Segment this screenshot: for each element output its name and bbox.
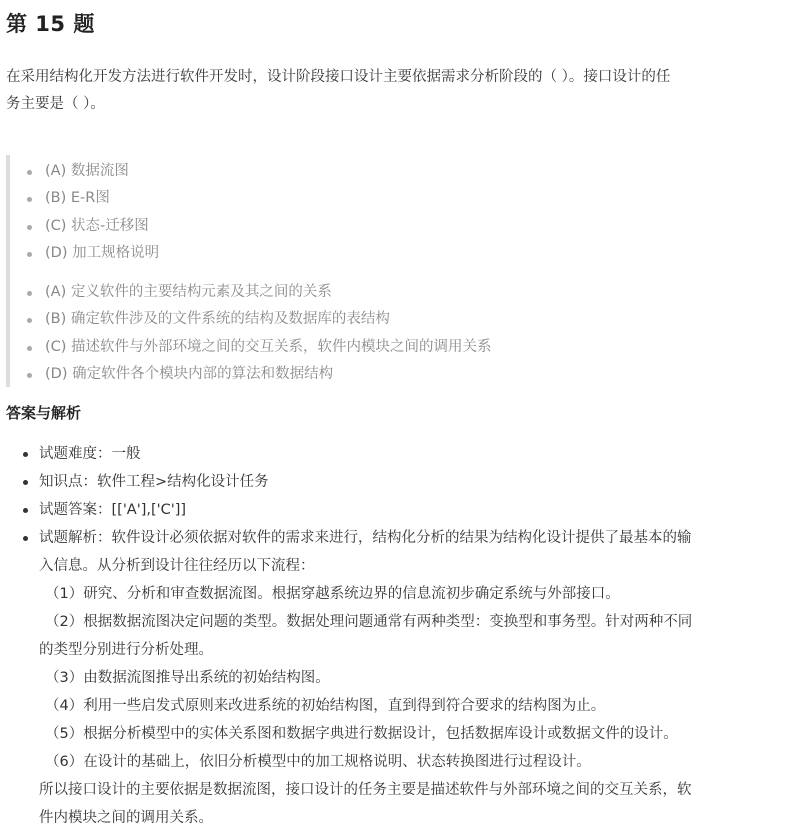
- analysis-step: （2）根据数据流图决定问题的类型。数据处理问题通常有两种类型：变换型和事务型。针对两种不同: [45, 614, 693, 630]
- answer-knowledge: 知识点：软件工程>结构化设计任务: [39, 468, 779, 496]
- bullet-icon: [27, 252, 32, 257]
- bullet-icon: [27, 318, 32, 323]
- option-item: (B) E-R图: [45, 185, 159, 212]
- bullet-icon: [23, 480, 28, 485]
- analysis-line: 的类型分别进行分析处理。: [39, 642, 213, 658]
- question-title: 第 15 题: [6, 12, 95, 36]
- options-list-1: [45, 158, 159, 267]
- analysis-step: （4）利用一些启发式原则来改进系统的初始结构图，直到得到符合要求的结构图为止。: [45, 698, 606, 714]
- bullet-icon: [27, 373, 32, 378]
- options-list-2: [45, 279, 492, 388]
- analysis-line: 试题解析：软件设计必须依据对软件的需求来进行，结构化分析的结果为结构化设计提供了最基本的输: [39, 530, 692, 546]
- question-stem: [6, 64, 776, 118]
- analysis-step: （3）由数据流图推导出系统的初始结构图。: [45, 670, 330, 686]
- bullet-icon: [27, 170, 32, 175]
- analysis-step: （1）研究、分析和审查数据流图。根据穿越系统边界的信息流初步确定系统与外部接口。: [45, 586, 620, 602]
- option-item: (C) 状态-迁移图: [45, 213, 159, 240]
- answer-key: 试题答案：[['A'],['C']]: [39, 496, 779, 524]
- bullet-icon: [23, 508, 28, 513]
- answer-heading: 答案与解析: [6, 404, 82, 422]
- bullet-icon: [27, 225, 32, 230]
- options-blockquote: [6, 155, 790, 387]
- answer-difficulty: 试题难度：一般: [39, 440, 779, 468]
- option-item: (A) 定义软件的主要结构元素及其之间的关系: [45, 279, 492, 306]
- answer-list: [39, 440, 779, 832]
- analysis-step: （6）在设计的基础上，依旧分析模型中的加工规格说明、状态转换图进行过程设计。: [45, 754, 591, 770]
- option-item: (A) 数据流图: [45, 158, 159, 185]
- analysis-conclusion: 件内模块之间的调用关系。: [39, 810, 213, 826]
- question-line: 务主要是（ ）。: [6, 96, 105, 112]
- bullet-icon: [23, 452, 28, 457]
- answer-analysis: [39, 524, 779, 832]
- question-line: 在采用结构化开发方法进行软件开发时，设计阶段接口设计主要依据需求分析阶段的（ ）。接口设计的任: [6, 69, 671, 85]
- option-item: (D) 确定软件各个模块内部的算法和数据结构: [45, 361, 492, 388]
- bullet-icon: [27, 291, 32, 296]
- bullet-icon: [27, 197, 32, 202]
- option-item: (C) 描述软件与外部环境之间的交互关系，软件内模块之间的调用关系: [45, 334, 492, 361]
- analysis-conclusion: 所以接口设计的主要依据是数据流图，接口设计的任务主要是描述软件与外部环境之间的交互关系，软: [39, 782, 692, 798]
- option-item: (B) 确定软件涉及的文件系统的结构及数据库的表结构: [45, 306, 492, 333]
- bullet-icon: [23, 536, 28, 541]
- analysis-step: （5）根据分析模型中的实体关系图和数据字典进行数据设计，包括数据库设计或数据文件的设计。: [45, 726, 678, 742]
- bullet-icon: [27, 346, 32, 351]
- analysis-line: 入信息。从分析到设计往往经历以下流程：: [39, 558, 315, 574]
- option-item: (D) 加工规格说明: [45, 240, 159, 267]
